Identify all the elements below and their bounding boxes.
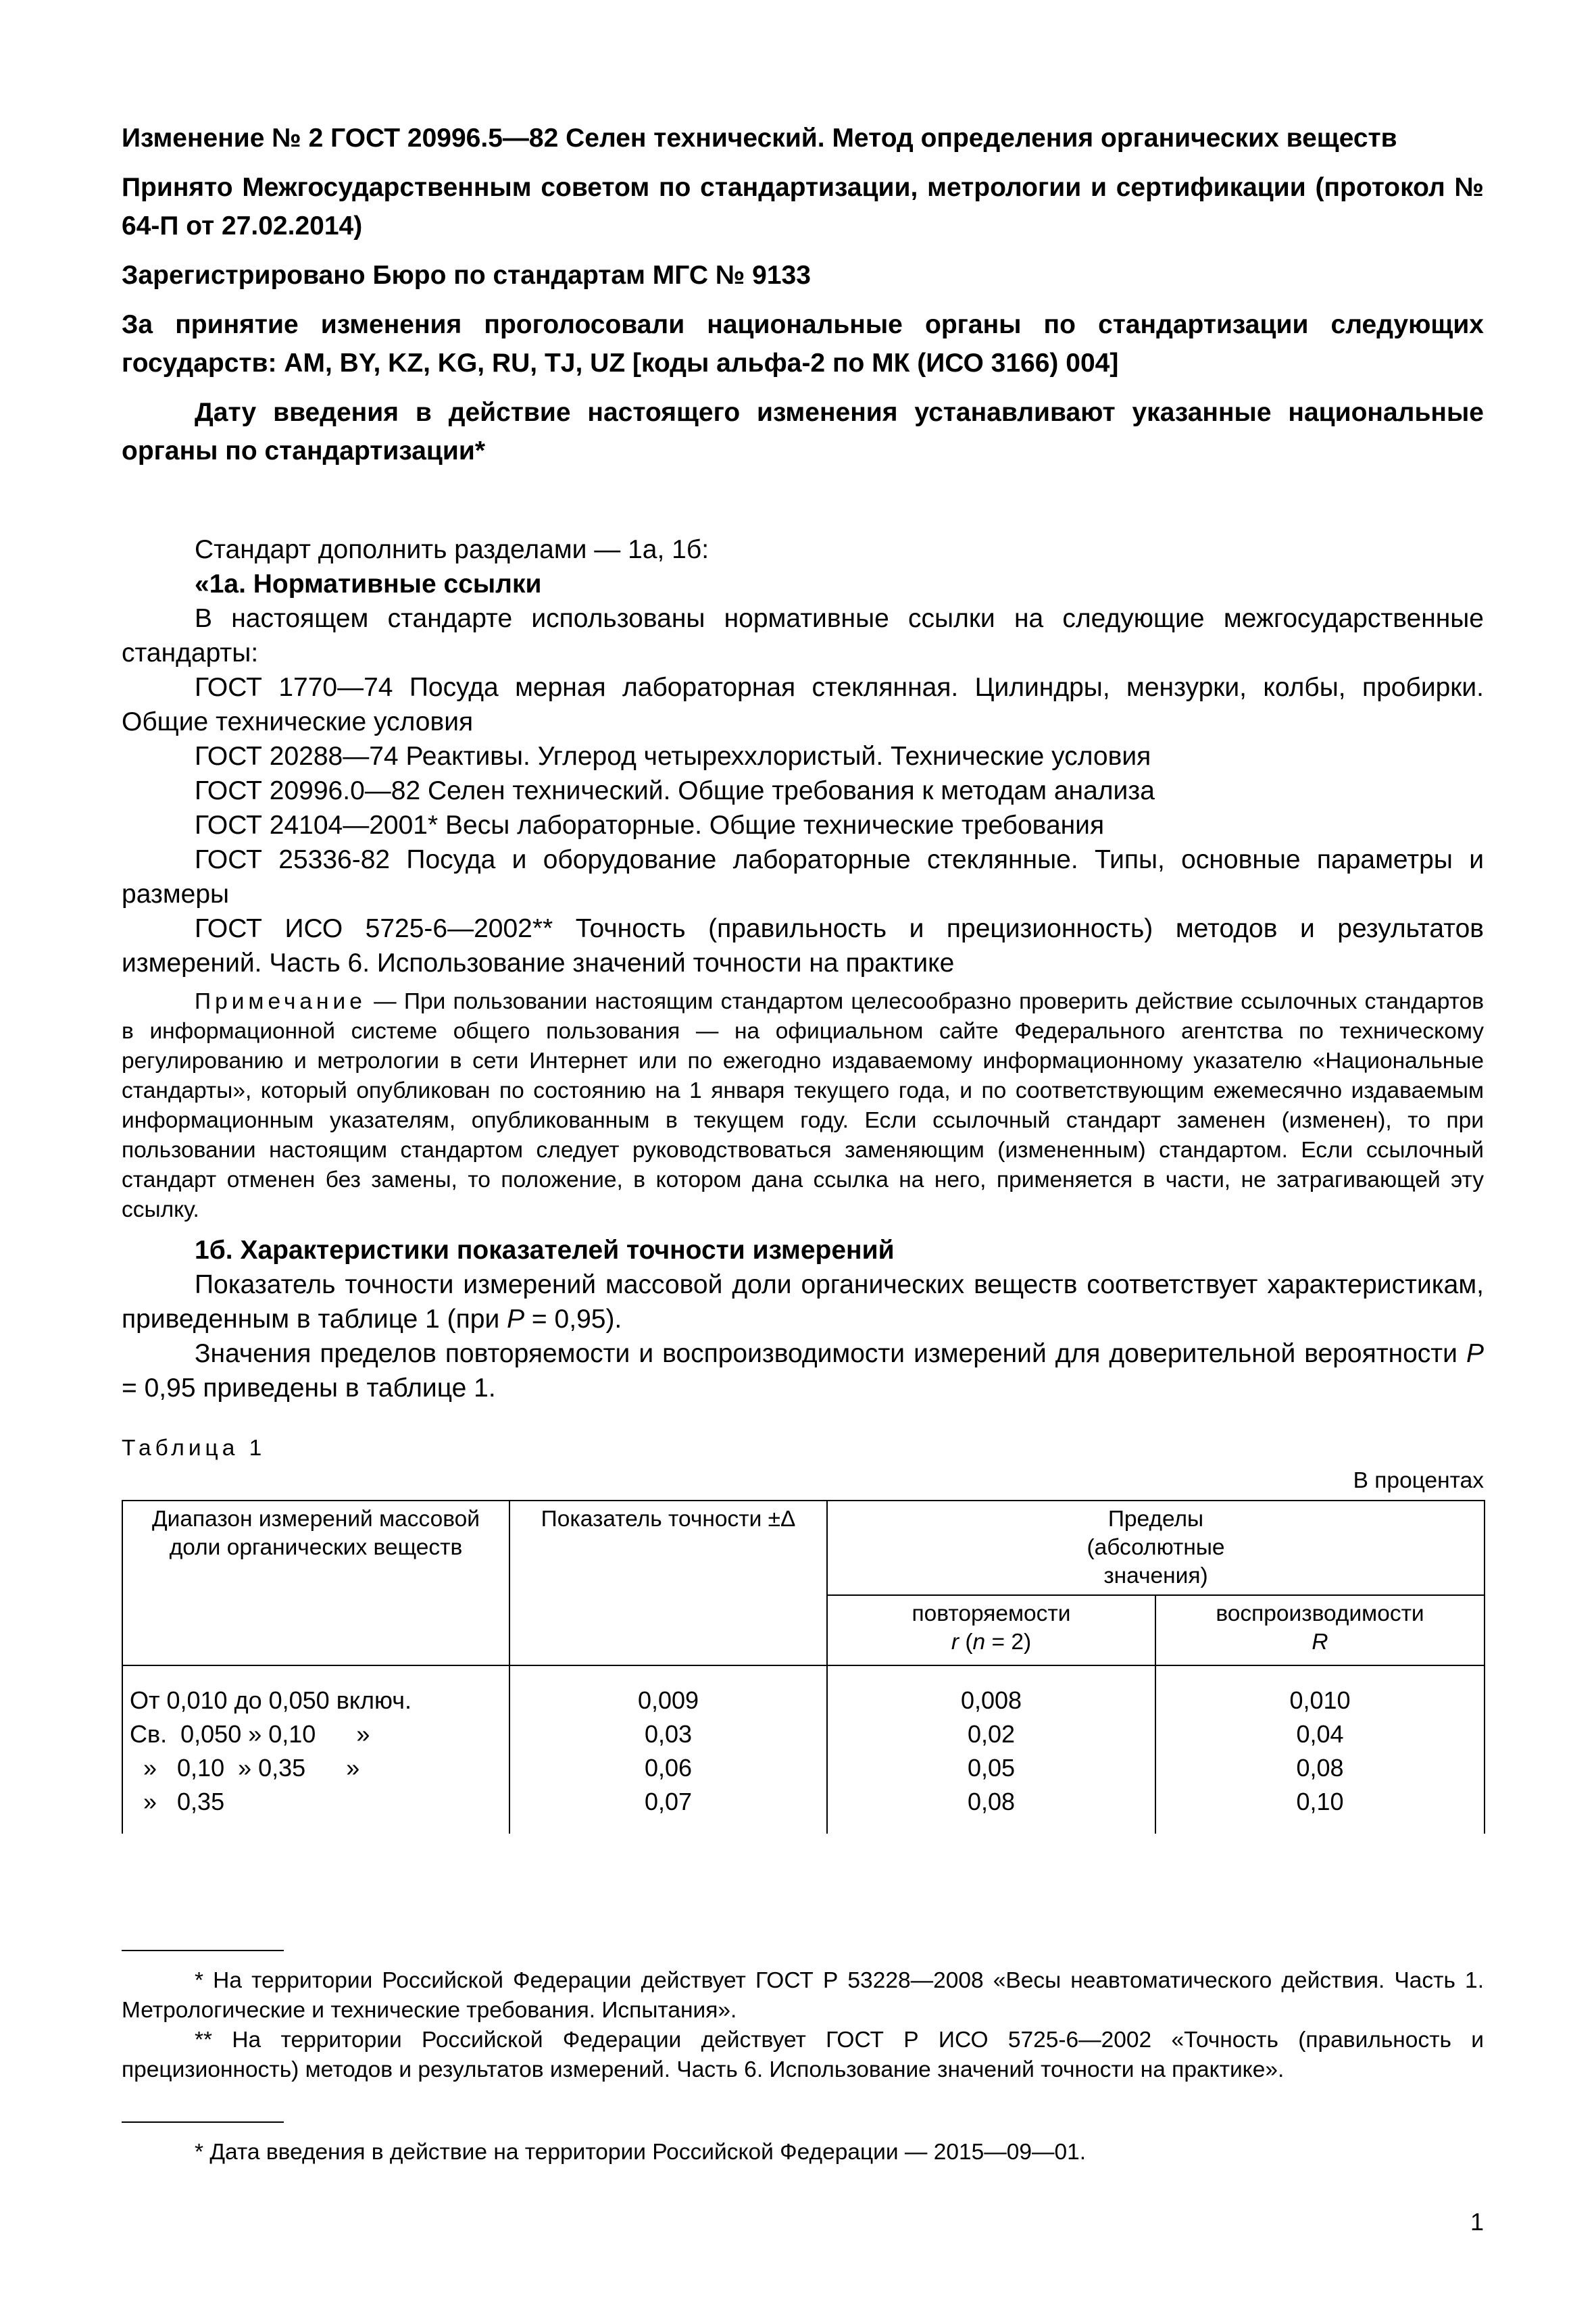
text-fragment: ( bbox=[959, 1630, 973, 1655]
table-row bbox=[122, 1751, 1485, 1785]
note-paragraph bbox=[122, 987, 1484, 1225]
table-unit: В процентах bbox=[1353, 1468, 1484, 1493]
repeatability-cell: 0,08 bbox=[827, 1785, 1155, 1834]
text-fragment: = 0,95 приведены в таблице 1. bbox=[122, 1374, 496, 1403]
section-1a-text: В настоящем стандарте использованы нормативные ссылки на следующие межгосударственные стандарты: bbox=[122, 604, 1484, 668]
footnote-separator bbox=[122, 1950, 284, 1951]
reference-item: ГОСТ ИСО 5725-6—2002** Точность (правильность и прецизионность) методов и результатов измерений. Часть 6. Использование значений точности на практике bbox=[122, 914, 1484, 978]
var-r: r bbox=[951, 1630, 959, 1655]
effective-date-statement: Дату введения в действие настоящего изменения устанавливают указанные национальные органы по стандартизации* bbox=[122, 398, 1484, 466]
registered-statement: Зарегистрировано Бюро по стандартам МГС № 9133 bbox=[122, 261, 811, 290]
page-content bbox=[122, 119, 1484, 2167]
col-header-reproducibility bbox=[1155, 1595, 1485, 1665]
col-header-range: Диапазон измерений массовой доли органических веществ bbox=[122, 1501, 509, 1665]
reference-item: ГОСТ 25336-82 Посуда и оборудование лабораторные стеклянные. Типы, основные параметры и размеры bbox=[122, 845, 1484, 909]
repeatability-cell: 0,02 bbox=[827, 1717, 1155, 1751]
text-fragment: = 0,95). bbox=[524, 1305, 622, 1334]
accuracy-table bbox=[122, 1500, 1485, 1834]
accuracy-cell: 0,06 bbox=[509, 1751, 827, 1785]
note-text: — При пользовании настоящим стандартом целесообразно проверить действие ссылочных стандартов в информационной системе общего пользования — на официальном сайте Федерального агентства по техническому регулированию и метрологии в сети Интернет или по ежегодно издаваемому информационному указателю «Национальные стандарты», который опубликован по состоянию на 1 января текущего года, и по соответствующим ежемесячно издаваемым информационным указателям, опубликованным в текущем году. Если ссылочный стандарт заменен (изменен), то при пользовании настоящим стандартом следует руководствоваться заменяющим (измененным) стандартом. Если ссылочный стандарт отменен без замены, то положение, в котором дана ссылка на него, применяется в части, не затрагивающей эту ссылку. bbox=[122, 989, 1484, 1222]
section-1b-title: 1б. Характеристики показателей точности измерений bbox=[195, 1236, 895, 1265]
footnote-separator bbox=[122, 2121, 284, 2123]
reproducibility-cell: 0,08 bbox=[1155, 1751, 1485, 1785]
section-1b-paragraph-1 bbox=[122, 1267, 1484, 1336]
variable-p: P bbox=[507, 1305, 525, 1334]
table-row bbox=[122, 1665, 1485, 1717]
table-row bbox=[122, 1717, 1485, 1751]
range-cell: От 0,010 до 0,050 включ. bbox=[122, 1665, 509, 1717]
text-fragment: = 2) bbox=[985, 1630, 1032, 1655]
accuracy-cell: 0,03 bbox=[509, 1717, 827, 1751]
accuracy-cell: 0,07 bbox=[509, 1785, 827, 1834]
var-R: R bbox=[1312, 1630, 1328, 1655]
reference-item: ГОСТ 24104—2001* Весы лабораторные. Общие технические требования bbox=[195, 811, 1105, 840]
reference-item: ГОСТ 20288—74 Реактивы. Углерод четыреххлористый. Технические условия bbox=[195, 742, 1151, 771]
voted-statement: За принятие изменения проголосовали национальные органы по стандартизации следующих государств: AM, BY, KZ, KG, RU, TJ, UZ [коды альфа-2 по МК (ИСО 3166) 004] bbox=[122, 310, 1484, 378]
reproducibility-label: воспроизводимости bbox=[1216, 1601, 1424, 1626]
col-header-limits bbox=[827, 1501, 1485, 1595]
footnote-2: ** На территории Российской Федерации действует ГОСТ Р ИСО 5725-6—2002 «Точность (правильность и прецизионность) методов и результатов измерений. Часть 6. Использование значений точности на практике». bbox=[122, 2028, 1484, 2082]
reference-item: ГОСТ 1770—74 Посуда мерная лабораторная стеклянная. Цилиндры, мензурки, колбы, пробирки. Общие технические условия bbox=[122, 673, 1484, 736]
reproducibility-cell: 0,010 bbox=[1155, 1665, 1485, 1717]
section-1a-title: «1а. Нормативные ссылки bbox=[195, 570, 542, 599]
footnote-1: * На территории Российской Федерации действует ГОСТ Р 53228—2008 «Весы неавтоматического действия. Часть 1. Метрологические и технические требования. Испытания». bbox=[122, 1968, 1484, 2023]
text-fragment: Значения пределов повторяемости и воспроизводимости измерений для доверительной вероятности bbox=[195, 1339, 1466, 1368]
variable-p: P bbox=[1466, 1339, 1484, 1368]
repeatability-cell: 0,008 bbox=[827, 1665, 1155, 1717]
table-caption: Таблица 1 bbox=[122, 1436, 266, 1461]
accuracy-cell: 0,009 bbox=[509, 1665, 827, 1717]
repeatability-label: повторяемости bbox=[912, 1601, 1071, 1626]
col-header-repeatability bbox=[827, 1595, 1155, 1665]
limits-label: Пределы (абсолютные значения) bbox=[1087, 1507, 1225, 1588]
note-label: Примечание bbox=[195, 989, 366, 1014]
section-1b-paragraph-2 bbox=[122, 1336, 1484, 1405]
adopted-statement: Принято Межгосударственным советом по стандартизации, метрологии и сертификации (протокол № 64-П от 27.02.2014) bbox=[122, 173, 1484, 241]
reproducibility-cell: 0,04 bbox=[1155, 1717, 1485, 1751]
col-header-accuracy: Показатель точности ±Δ bbox=[509, 1501, 827, 1665]
footnote-3: * Дата введения в действие на территории Российской Федерации — 2015—09—01. bbox=[195, 2140, 1087, 2165]
repeatability-cell: 0,05 bbox=[827, 1751, 1155, 1785]
intro-paragraph: Стандарт дополнить разделами — 1а, 1б: bbox=[195, 535, 709, 564]
range-cell: » 0,35 bbox=[122, 1785, 509, 1834]
range-cell: Св. 0,050 » 0,10 » bbox=[122, 1717, 509, 1751]
page-number: 1 bbox=[1470, 2208, 1484, 2236]
amendment-title: Изменение № 2 ГОСТ 20996.5—82 Селен технический. Метод определения органических веществ bbox=[122, 124, 1397, 153]
var-n: n bbox=[972, 1630, 986, 1655]
reference-item: ГОСТ 20996.0—82 Селен технический. Общие требования к методам анализа bbox=[195, 776, 1155, 805]
text-fragment: Показатель точности измерений массовой доли органических веществ соответствует характеристикам, приведенным в таблице 1 (при bbox=[122, 1270, 1484, 1334]
reproducibility-cell: 0,10 bbox=[1155, 1785, 1485, 1834]
range-cell: » 0,10 » 0,35 » bbox=[122, 1751, 509, 1785]
table-row bbox=[122, 1785, 1485, 1834]
